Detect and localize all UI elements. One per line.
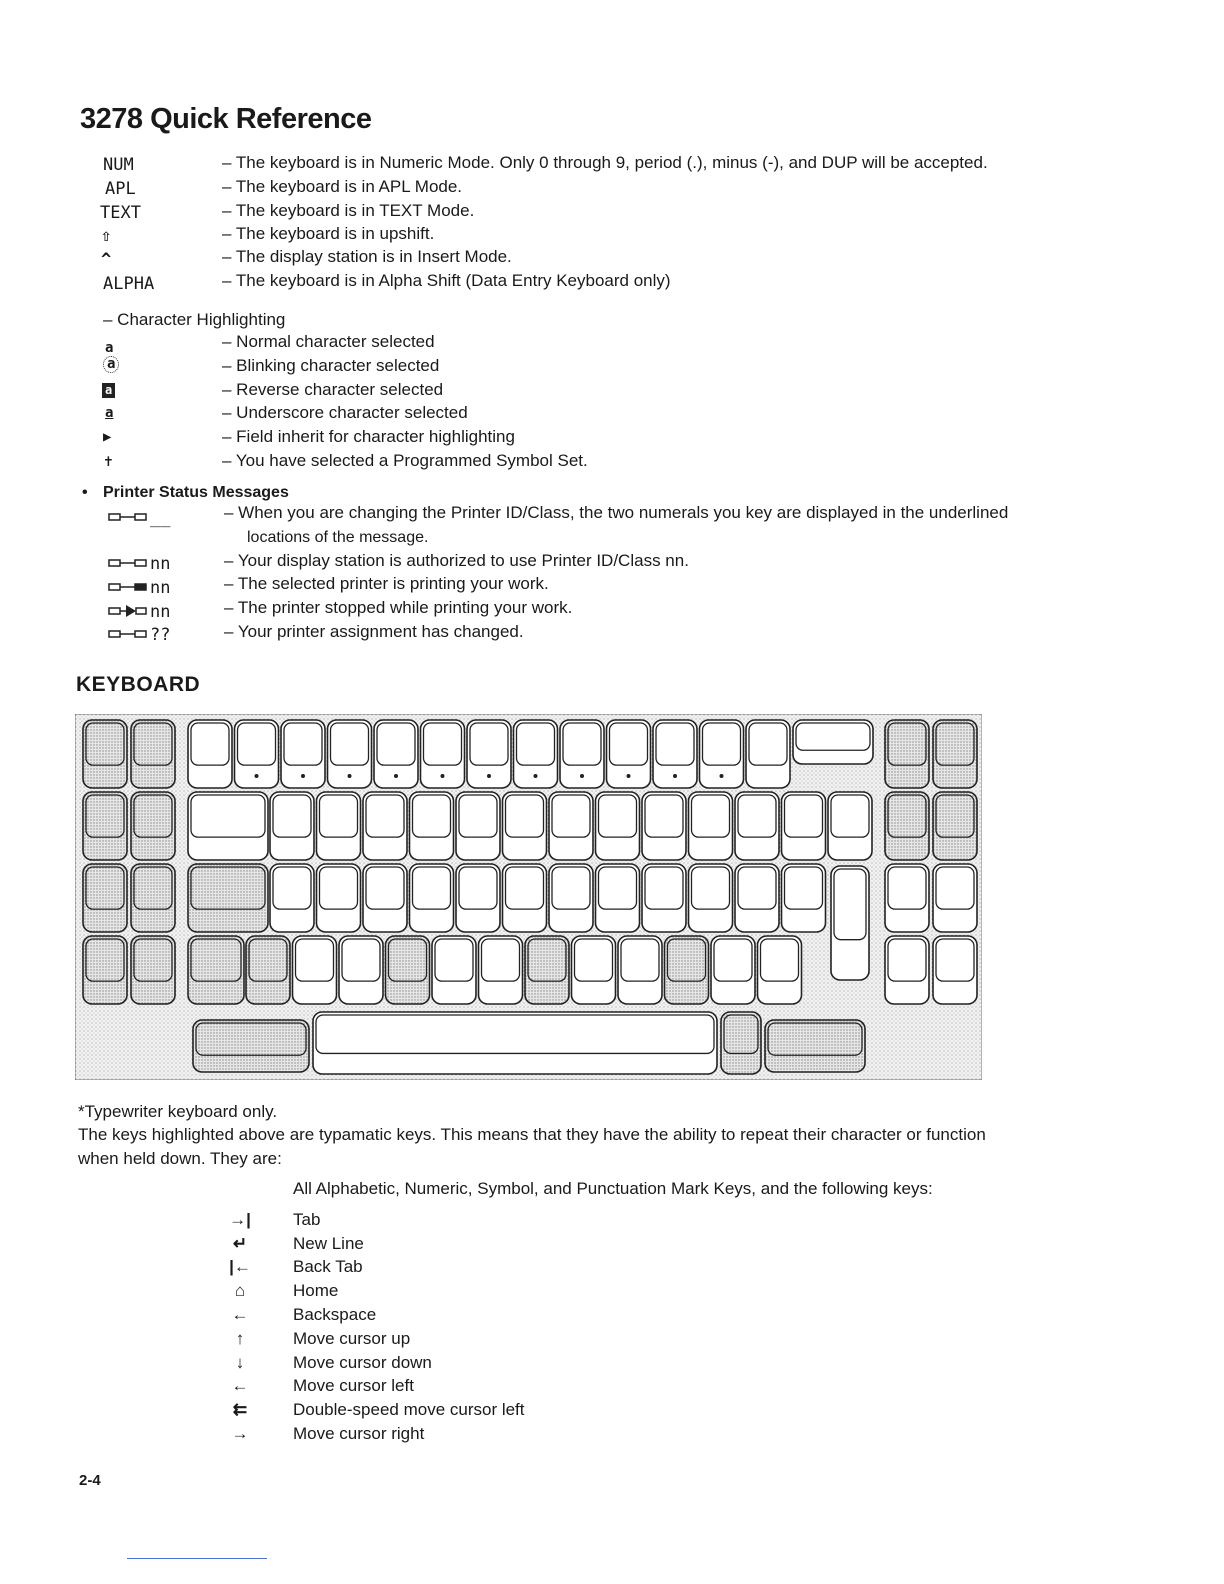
- keyboard-key: [933, 792, 977, 860]
- keyboard-key: [514, 720, 558, 788]
- upshift-icon: ⇧: [101, 226, 112, 246]
- insert-mode-icon: ^: [101, 250, 112, 270]
- typamatic-key-label: Move cursor down: [293, 1353, 432, 1372]
- keyboard-key: [933, 936, 977, 1004]
- apl-indicator: APL: [105, 179, 136, 199]
- highlighting-desc: – You have selected a Programmed Symbol Set.: [222, 451, 588, 470]
- back-tab-icon: |←: [229, 1257, 251, 1276]
- printer-authorized-icon: [108, 556, 148, 570]
- backspace-icon: ←: [231, 1305, 249, 1324]
- keyboard-key: [432, 936, 476, 1004]
- keyboard-key: [328, 720, 372, 788]
- typamatic-key-label: Backspace: [293, 1305, 377, 1324]
- footnote: *Typewriter keyboard only.: [78, 1102, 278, 1121]
- page-title: 3278 Quick Reference: [80, 103, 372, 135]
- typamatic-key-label: Tab: [293, 1210, 321, 1229]
- keyboard-key: [456, 792, 500, 860]
- divider: [127, 1558, 267, 1559]
- typamatic-key-label: Double-speed move cursor left: [293, 1400, 525, 1419]
- keyboard-key: [339, 936, 383, 1004]
- typamatic-key-label: Move cursor right: [293, 1424, 425, 1443]
- keyboard-key: [235, 720, 279, 788]
- indicator-desc: – The keyboard is in upshift.: [222, 224, 435, 243]
- reverse-char-icon: a: [102, 383, 115, 398]
- blinking-char-icon: a: [103, 356, 119, 373]
- keyboard-key: [721, 1012, 761, 1074]
- indicator-desc: – The keyboard is in TEXT Mode.: [222, 201, 475, 220]
- printer-code: ??: [150, 625, 171, 645]
- printer-desc: – The printer stopped while printing your work.: [224, 598, 573, 617]
- printer-code: nn: [150, 578, 171, 598]
- indicator-desc: – The keyboard is in Numeric Mode. Only 0 through 9, period (.), minus (-), and DUP will be accepted.: [222, 153, 988, 172]
- cursor-up-icon: ↑: [235, 1329, 245, 1348]
- home-icon: ⌂: [234, 1281, 246, 1300]
- keyboard-key: [270, 792, 314, 860]
- keyboard-key: [83, 792, 127, 860]
- keyboard-key: [549, 864, 593, 932]
- keyboard-key: [689, 792, 733, 860]
- normal-char-icon: a: [105, 340, 114, 356]
- keyboard-key: [885, 792, 929, 860]
- text-indicator: TEXT: [100, 203, 141, 223]
- new-line-icon: ↵: [232, 1234, 248, 1253]
- typamatic-key-label: Move cursor up: [293, 1329, 411, 1348]
- keyboard-key: [131, 864, 175, 932]
- highlighting-heading: – Character Highlighting: [103, 310, 286, 329]
- keyboard-key: [188, 936, 244, 1004]
- printer-code: nn: [150, 602, 171, 622]
- keyboard-key: [188, 864, 268, 932]
- highlighting-desc: – Reverse character selected: [222, 380, 444, 399]
- keyboard-key: [828, 792, 872, 860]
- indicator-desc: – The display station is in Insert Mode.: [222, 247, 512, 266]
- highlighting-desc: – Field inherit for character highlighting: [222, 427, 515, 446]
- field-inherit-icon: ▶: [103, 429, 112, 445]
- cursor-right-icon: →: [231, 1424, 249, 1443]
- keyboard-key: [711, 936, 755, 1004]
- keyboard-key: [386, 936, 430, 1004]
- keyboard-key: [549, 792, 593, 860]
- keyboard-key: [83, 936, 127, 1004]
- keyboard-diagram: [75, 714, 982, 1080]
- keyboard-key: [281, 720, 325, 788]
- keyboard-key: [188, 792, 268, 860]
- alpha-indicator: ALPHA: [103, 274, 155, 294]
- keyboard-key: [363, 864, 407, 932]
- keyboard-key: [503, 792, 547, 860]
- num-indicator: NUM: [103, 155, 134, 175]
- keyboard-key: [765, 1020, 865, 1072]
- keyboard-key: [410, 792, 454, 860]
- tab-icon: →|: [229, 1210, 251, 1229]
- cursor-left-icon: ←: [231, 1376, 249, 1395]
- keyboard-key: [885, 936, 929, 1004]
- printer-stopped-icon: [108, 604, 148, 618]
- keyboard-key: [782, 864, 826, 932]
- keyboard-key: [782, 792, 826, 860]
- keyboard-key: [933, 864, 977, 932]
- keyboard-key: [746, 720, 790, 788]
- keyboard-key: [642, 792, 686, 860]
- keyboard-key: [374, 720, 418, 788]
- keyboard-key: [467, 720, 511, 788]
- keyboard-key: [131, 936, 175, 1004]
- keyboard-key: [607, 720, 651, 788]
- keyboard-key: [293, 936, 337, 1004]
- double-left-icon: ⇇: [232, 1400, 248, 1419]
- keyboard-key: [596, 792, 640, 860]
- printer-desc: – The selected printer is printing your work.: [224, 574, 549, 593]
- typamatic-paragraph: The keys highlighted above are typamatic keys. This means that they have the ability to repeat their character or function: [78, 1125, 986, 1144]
- keyboard-key: [131, 792, 175, 860]
- keyboard-key: [758, 936, 802, 1004]
- typamatic-key-label: New Line: [293, 1234, 364, 1253]
- keyboard-key: [560, 720, 604, 788]
- keyboard-key: [653, 720, 697, 788]
- keyboard-heading: KEYBOARD: [76, 673, 201, 696]
- printer-id-icon: [108, 510, 148, 524]
- typamatic-key-label: Home: [293, 1281, 339, 1300]
- keyboard-key: [885, 864, 929, 932]
- indicator-desc: – The keyboard is in APL Mode.: [222, 177, 463, 196]
- page-number: 2-4: [79, 1472, 101, 1489]
- printer-code: nn: [150, 554, 171, 574]
- keyboard-key: [188, 720, 232, 788]
- programmed-symbol-icon: ✝: [104, 452, 114, 470]
- keyboard-key: [700, 720, 744, 788]
- keyboard-key: [525, 936, 569, 1004]
- typamatic-key-label: Back Tab: [293, 1257, 363, 1276]
- keyboard-key: [479, 936, 523, 1004]
- printer-placeholder: __: [150, 508, 171, 528]
- keyboard-key: [735, 864, 779, 932]
- keyboard-key: [689, 864, 733, 932]
- typamatic-key-label: Move cursor left: [293, 1376, 414, 1395]
- keyboard-key: [735, 792, 779, 860]
- highlighting-desc: – Normal character selected: [222, 332, 435, 351]
- typamatic-paragraph-cont: when held down. They are:: [78, 1149, 282, 1168]
- keyboard-key: [642, 864, 686, 932]
- keyboard-key: [503, 864, 547, 932]
- keyboard-key: [246, 936, 290, 1004]
- keyboard-key: [885, 720, 929, 788]
- keyboard-key: [618, 936, 662, 1004]
- printer-desc-cont: locations of the message.: [247, 529, 429, 546]
- highlighting-desc: – Blinking character selected: [222, 356, 440, 375]
- printer-heading: Printer Status Messages: [103, 484, 289, 501]
- keyboard-key: [317, 864, 361, 932]
- printer-desc: – Your display station is authorized to use Printer ID/Class nn.: [224, 551, 689, 570]
- keyboard-key: [83, 864, 127, 932]
- keyboard-key: [193, 1020, 309, 1072]
- keyboard-key: [596, 864, 640, 932]
- printer-desc: – Your printer assignment has changed.: [224, 622, 524, 641]
- keyboard-key: [270, 864, 314, 932]
- keyboard-key: [572, 936, 616, 1004]
- keyboard-key: [131, 720, 175, 788]
- keyboard-key: [83, 720, 127, 788]
- indicator-desc: – The keyboard is in Alpha Shift (Data Entry Keyboard only): [222, 271, 671, 290]
- keyboard-key: [363, 792, 407, 860]
- keyboard-key: [410, 864, 454, 932]
- keyboard-key: [933, 720, 977, 788]
- keyboard-key: [313, 1012, 717, 1074]
- cursor-down-icon: ↓: [235, 1353, 245, 1372]
- highlighting-desc: – Underscore character selected: [222, 403, 468, 422]
- keyboard-key: [317, 792, 361, 860]
- printer-desc: – When you are changing the Printer ID/Class, the two numerals you key are displayed in the underlined: [224, 503, 1009, 522]
- keyboard-key: [793, 720, 873, 764]
- keyboard-key: [421, 720, 465, 788]
- keyboard-key: [665, 936, 709, 1004]
- keyboard-key: [831, 866, 869, 980]
- bullet-icon: •: [82, 484, 88, 501]
- underscore-char-icon: a: [105, 405, 114, 421]
- printer-printing-icon: [108, 580, 148, 594]
- printer-changed-icon: [108, 627, 148, 641]
- keyboard-key: [456, 864, 500, 932]
- typamatic-intro: All Alphabetic, Numeric, Symbol, and Punctuation Mark Keys, and the following keys:: [293, 1179, 933, 1198]
